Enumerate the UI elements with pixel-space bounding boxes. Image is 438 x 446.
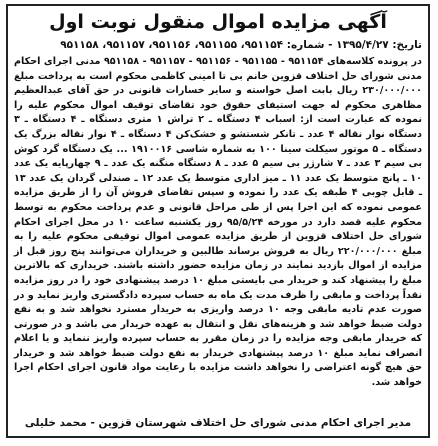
notice-body-text: در پرونده کلاسه‌های ۹۵۱۱۵۴ - ۹۵۱۱۵۵ - ۹۵۱۱۵۶ - ۹۵۱۱۵۷ - ۹۵۱۱۵۸ مدنی اجرای احکام مدنی شورای حل اختلاف قزوین خانم بی تا امینی کاظمی محکوم است به پرداخت مبلغ ۲۳۰/۰۰۰/۰۰۰ ریال بابت اصل خواسته و سایر خسارات قانونی در حق آقای عبدالعظیم مظاهری محکوم له جهت استیفای حقوق خود تقاضای توقیف اموال محکوم علیه را نموده که عبارت است از: اسباب ۴ دستگاه ـ ۲ تراش ۱ متری دستگاه ـ ۴ دستگاه ـ ۳ دستگاه نوار نقاله ۴ عدد ـ تانکر شستشو و خشک‌کن ۴ دستگاه ـ ۴ نوار نقاله بزرگ یک دستگاه ـ ۵ موتور سیکلت سینا ۱۰۰ به شماره شاسی ۱۹۱۰۰۱۶ ... یک دستگاه گرد کوش بی سیم ۳ عدد ـ ۷ شارژر بی سیم ۵ عدد ـ ۸ دستگاه منگنه یک عدد ـ ۹ چهارپایه یک عدد ۱۰ ـ پانچ متوسط یک عدد ۱۱ ـ میز اداری متوسط یک عدد ۱۲ ـ صندلی گردان یک عدد ۱۳ ـ قابل چوبی ۴ طبقه یک عدد را نموده و سپس تقاضای فروش آن را از طریق مزایده عمومی نموده که این اجرا پس از طی مراحل قانونی و عدم پرداخت محکوم به توسط محکوم علیه قصد دارد در مورخه ۹۵/۵/۲۴ روز یکشنبه ساعت ۱۰ در محل اجرای احکام شورای حل اختلاف قزوین از طریق مزایده عمومی اموال توقیفی محکوم علیه را به مبلغ ۲۲۰/۰۰۰/۰۰۰ ریال به فروش برساند طالبین و خریداران می‌توانند پنج روز قبل از مزایده از اموال بازدید نمایند در زمان مزایده حضور داشته باشند. خریداری که بالاترین مبلغ را پیشنهاد کند و خریدار می بایستی مبلغ ۱۰ درصد پیشنهادی خود را در روز مزایده نقداً پرداخت و مابقی را ظرف مدت یک ماه به حساب سپرده دادگستری واریز نماید و در صورت عدم تادیه مابقی وجه ۱۰ درصد واریزی به خریدار مسترد نخواهد شد و به نفع دولت ضبط خواهد شد و هزینه‌های نقل و انتقال به عهده خریدار می باشد و در صورتی که خریدار مابقی وجه مزایده را در زمان مقرر به حساب سپرده واریز ننماید و یا اعلام انصراف نماید مبلغ ۱۰ درصد پیشنهادی خریدار به نفع دولت ضبط خواهد شد و خریدار حق هیچ گونه اعتراضی را نخواهد داشت مزایده با رعایت مواد قانون اجرای احکام اجرا خواهد شد. xyxy=(14,56,423,389)
notice-signature: مدیر اجرای احکام مدنی شورای حل اختلاف شهرستان قزوین - محمد خلیلی xyxy=(24,417,412,429)
auction-notice xyxy=(6,4,430,438)
notice-title: آگهی مزایده اموال منقول نوبت اول xyxy=(49,11,387,33)
notice-date-and-case-numbers: تاریخ: ۱۳۹۵/۴/۲۷ - شماره: ۹۵۱۱۵۴، ۹۵۱۱۵۵، ۹۵۱۱۵۶، ۹۵۱۱۵۷، ۹۵۱۱۵۸ xyxy=(60,39,422,51)
